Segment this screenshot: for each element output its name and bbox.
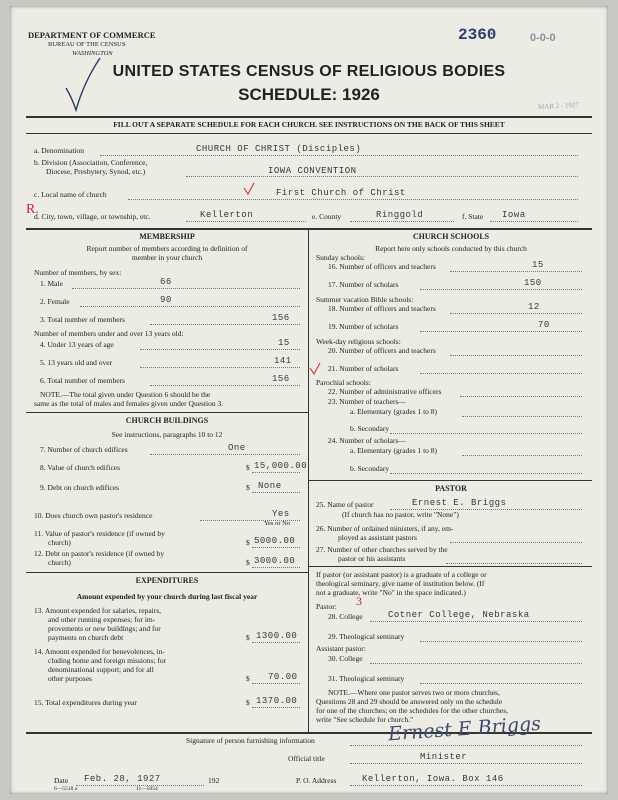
q10-label: 10. Does church own pastor's residence (34, 511, 153, 520)
date-label: Date (54, 776, 69, 785)
q2-label: 2. Female (40, 297, 70, 306)
membership-note-2: same as the total of males and females given under Question 3. (34, 399, 224, 408)
pastor-note-3: for one of the churches; on the schedules for the other churches, (316, 706, 509, 715)
state-label: f. State (462, 212, 484, 221)
q14-line-4: other purposes (48, 674, 92, 683)
q10-value[interactable]: Yes (272, 509, 290, 519)
county-label: e. County (312, 212, 342, 221)
q13-line-3: provements or new buildings; and for (48, 624, 161, 633)
q21-label: 21. Number of scholars (328, 364, 399, 373)
grad-3: not a graduate, write "No" in the space indicated.) (316, 588, 466, 597)
q19-label: 19. Number of scholars (328, 322, 399, 331)
form-code: 6—5518 a (54, 786, 78, 792)
q15-label: 15. Total expenditures during year (34, 698, 137, 707)
q31-label: 31. Theological seminary (328, 674, 405, 683)
grad-1: If pastor (or assistant pastor) is a graduate of a college or (316, 570, 487, 579)
year-suffix: 192 (208, 776, 220, 785)
q25-note: (If church has no pastor, write "None") (342, 510, 459, 519)
membership-title: MEMBERSHIP (139, 232, 195, 241)
q27-label-2: pastor or his assistants (338, 554, 406, 563)
local-name-label: c. Local name of church (34, 190, 107, 199)
date-value[interactable]: Feb. 28, 1927 (84, 774, 161, 784)
denomination-value[interactable]: CHURCH OF CHRIST (Disciples) (196, 144, 362, 154)
q1-label: 1. Male (40, 279, 63, 288)
q30-label: 30. College (328, 654, 363, 663)
signature-label: Signature of person furnishing information (186, 736, 315, 745)
q14-line-1: 14. Amount expended for benevolences, in- (34, 647, 166, 656)
q14-value[interactable]: 70.00 (268, 672, 298, 682)
city-value[interactable]: Kellerton (200, 210, 254, 220)
q8-dollar: $ (246, 463, 250, 472)
q17-value[interactable]: 150 (524, 278, 542, 288)
official-title-label: Official title (288, 754, 325, 763)
pastor-signature: Ernest E Briggs (387, 712, 542, 746)
pastor-red-number: 3 (356, 594, 362, 608)
form-title: UNITED STATES CENSUS OF RELIGIOUS BODIES (112, 63, 506, 80)
q26-label-2: ployed as assistant pastors (338, 533, 417, 542)
membership-intro-2: member in your church (131, 253, 203, 262)
q9-label: 9. Debt on church edifices (40, 483, 119, 492)
buildings-title: CHURCH BUILDINGS (125, 416, 209, 425)
q3-value[interactable]: 156 (272, 313, 290, 323)
q28-label: 28. College (328, 612, 363, 621)
q12-dollar: $ (246, 558, 250, 567)
membership-intro-1: Report number of members according to definition of (86, 244, 248, 253)
q3-label: 3. Total number of members (40, 315, 125, 324)
q16-value[interactable]: 15 (532, 260, 544, 270)
state-value[interactable]: Iowa (502, 210, 526, 220)
q5-value[interactable]: 141 (274, 356, 292, 366)
schedule-title: SCHEDULE: 1926 (238, 85, 380, 104)
q24a-label: a. Elementary (grades 1 to 8) (350, 446, 438, 455)
schools-title: CHURCH SCHOOLS (412, 232, 490, 241)
dept-name: DEPARTMENT OF COMMERCE (28, 30, 156, 40)
expenditures-title: EXPENDITURES (135, 576, 199, 585)
county-value[interactable]: Ringgold (376, 210, 424, 220)
q26-label-1: 26. Number of ordained ministers, if any, em- (316, 524, 454, 533)
q23b-label: b. Secondary (350, 424, 390, 433)
yes-no-hint: Yes or No (264, 520, 291, 527)
q12-label-2: church) (48, 558, 71, 567)
q16-label: 16. Number of officers and teachers (328, 262, 436, 271)
q24b-label: b. Secondary (350, 464, 390, 473)
q15-dollar: $ (246, 698, 250, 707)
sunday-label: Sunday schools: (316, 253, 365, 262)
division-label-2: Diocese, Presbytery, Synod, etc.) (46, 167, 146, 176)
q14-line-2: cluding home and foreign missions; for (48, 656, 167, 665)
division-label-1: b. Division (Association, Conference, (34, 158, 148, 167)
q2-value[interactable]: 90 (160, 295, 172, 305)
q25-label: 25. Name of pastor (316, 500, 374, 509)
q13-line-1: 13. Amount expended for salaries, repairs, (34, 606, 162, 615)
census-form (10, 6, 608, 794)
q22-label: 22. Number of administrative officers (328, 387, 442, 396)
pastor-note-1: NOTE.—Where one pastor serves two or more churches, (328, 688, 500, 697)
schools-intro: Report here only schools conducted by this church (375, 244, 527, 253)
buildings-sub: See instructions, paragraphs 10 to 12 (111, 430, 223, 439)
received-stamp: MAR 2 - 1927 (537, 100, 580, 112)
official-title-value[interactable]: Minister (420, 752, 468, 762)
q9-value[interactable]: None (258, 481, 282, 491)
stamp-code: 0-0-0 (530, 32, 556, 44)
q13-line-2: and other running expenses; for im- (48, 615, 156, 624)
pastor-title: PASTOR (435, 484, 467, 493)
q8-label: 8. Value of church edifices (40, 463, 121, 472)
red-check-icon (242, 182, 256, 196)
q24-label: 24. Number of scholars— (328, 436, 406, 445)
q13-line-4: payments on church debt (48, 633, 124, 642)
q17-label: 17. Number of scholars (328, 280, 399, 289)
expenditures-sub: Amount expended by your church during last fiscal year (76, 592, 258, 601)
bureau-city: WASHINGTON (72, 50, 113, 57)
pastor-note-2: Questions 28 and 29 should be answered only on the schedule (316, 697, 503, 706)
pastor-sub-label: Pastor: (316, 602, 337, 611)
q18-value[interactable]: 12 (528, 302, 540, 312)
age-head: Number of members under and over 13 years old: (34, 329, 184, 338)
q4-value[interactable]: 15 (278, 338, 290, 348)
r-annotation: R. (26, 202, 39, 217)
division-value[interactable]: IOWA CONVENTION (268, 166, 357, 176)
q15-value[interactable]: 1370.00 (256, 696, 298, 706)
form-subtitle: FILL OUT A SEPARATE SCHEDULE FOR EACH CHURCH. SEE INSTRUCTIONS ON THE BACK OF THIS SHEET (113, 120, 505, 129)
print-code: 11—5054 (136, 786, 158, 792)
q9-dollar: $ (246, 483, 250, 492)
po-value[interactable]: Kellerton, Iowa. Box 146 (362, 774, 504, 784)
q5-label: 5. 13 years old and over (40, 358, 113, 367)
summer-label: Summer vacation Bible schools: (316, 295, 414, 304)
q4-label: 4. Under 13 years of age (40, 340, 114, 349)
grad-2: theological seminary, give name of institution below. (If (316, 579, 485, 588)
q29-label: 29. Theological seminary (328, 632, 405, 641)
parochial-label: Parochial schools: (316, 378, 371, 387)
q11-label-1: 11. Value of pastor's residence (if owned by (34, 529, 165, 538)
by-sex-label: Number of members, by sex: (34, 268, 122, 277)
q11-dollar: $ (246, 538, 250, 547)
q11-label-2: church) (48, 538, 71, 547)
local-name-value[interactable]: First Church of Christ (276, 188, 406, 198)
red-check-icon (308, 362, 322, 376)
q12-value[interactable]: 3000.00 (254, 556, 296, 566)
q13-value[interactable]: 1300.00 (256, 631, 298, 641)
denomination-label: a. Denomination (34, 146, 84, 155)
q12-label-1: 12. Debt on pastor's residence (if owned by (34, 549, 165, 558)
q13-dollar: $ (246, 633, 250, 642)
document-number: 2360 (458, 26, 497, 44)
city-label: d. City, town, village, or township, etc. (34, 212, 151, 221)
q18-label: 18. Number of officers and teachers (328, 304, 436, 313)
pastor-note-4: write "See schedule for church." (316, 715, 414, 724)
membership-note-1: NOTE.—The total given under Question 6 should be the (40, 390, 211, 399)
q8-value[interactable]: 15,000.00 (254, 461, 308, 471)
weekday-label: Week-day religious schools: (316, 337, 401, 346)
q19-value[interactable]: 70 (538, 320, 550, 330)
po-label: P. O. Address (296, 776, 337, 785)
q7-value[interactable]: One (228, 443, 246, 453)
q20-label: 20. Number of officers and teachers (328, 346, 436, 355)
q11-value[interactable]: 5000.00 (254, 536, 296, 546)
q1-value[interactable]: 66 (160, 277, 172, 287)
q14-dollar: $ (246, 674, 250, 683)
q14-line-3: denominational support; and for all (48, 665, 154, 674)
q25-value[interactable]: Ernest E. Briggs (412, 498, 507, 508)
q27-label-1: 27. Number of other churches served by the (316, 545, 448, 554)
q6-label: 6. Total number of members (40, 376, 125, 385)
q28-value[interactable]: Cotner College, Nebraska (388, 610, 530, 620)
q7-label: 7. Number of church edifices (40, 445, 128, 454)
q23-label: 23. Number of teachers— (328, 397, 406, 406)
q6-value[interactable]: 156 (272, 374, 290, 384)
q23a-label: a. Elementary (grades 1 to 8) (350, 407, 438, 416)
asst-label: Assistant pastor: (316, 644, 366, 653)
bureau-name: BUREAU OF THE CENSUS (48, 41, 126, 48)
